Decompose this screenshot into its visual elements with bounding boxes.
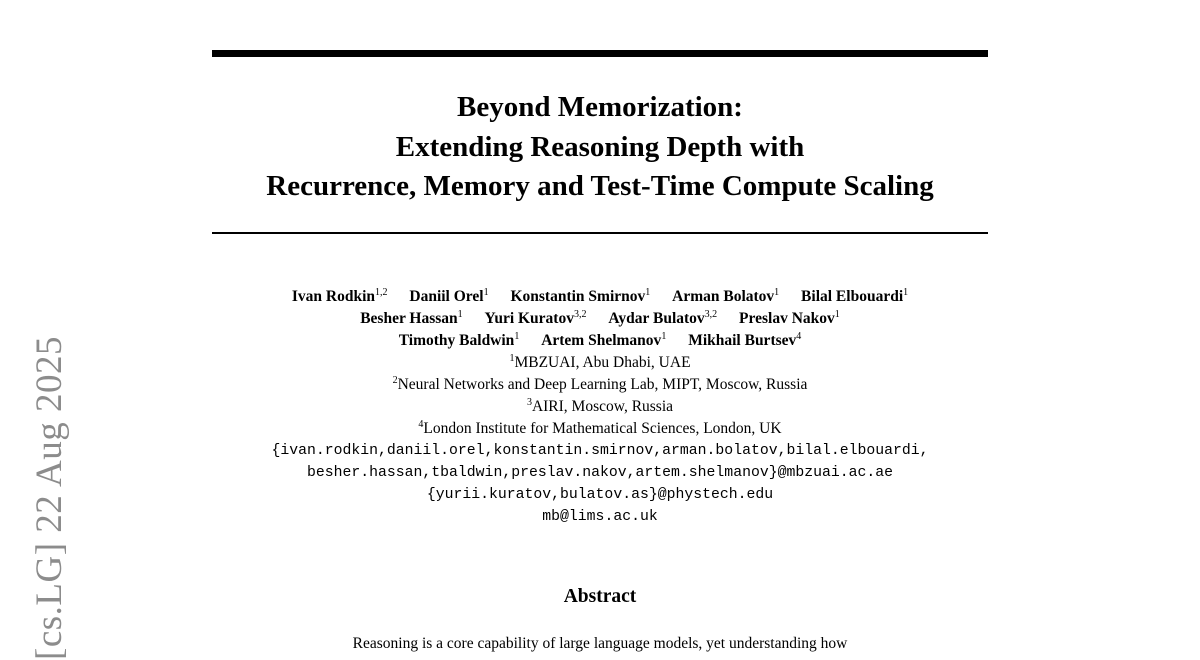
title-top-rule [212, 50, 988, 57]
email-line: {yurii.kuratov,bulatov.as}@phystech.edu [426, 487, 774, 503]
title-line: Recurrence, Memory and Test-Time Compute Scaling [266, 170, 934, 202]
affiliation-number: 2 [392, 375, 398, 386]
author [409, 288, 488, 305]
author [292, 288, 388, 305]
author-affiliation-mark: 1 [834, 309, 840, 320]
email-line: besher.hassan,tbaldwin,preslav.nakov,artem.shelmanov}@mbzuai.ac.ae [306, 465, 894, 481]
author-name: Preslav Nakov [739, 310, 835, 327]
author-affiliation-mark: 3,2 [573, 309, 587, 320]
email-line: {ivan.rodkin,daniil.orel,konstantin.smirnov,arman.bolatov,bilal.elbouardi, [271, 443, 929, 459]
author-affiliation-mark: 1 [514, 331, 520, 342]
author-affiliation-mark: 3,2 [704, 309, 718, 320]
author-name: Ivan Rodkin [291, 288, 375, 305]
author-line [100, 286, 1100, 308]
title-line: Extending Reasoning Depth with [395, 130, 805, 163]
title-bottom-rule [212, 232, 988, 234]
author-line [100, 308, 1100, 330]
author-name: Mikhail Burtsev [688, 332, 797, 349]
arxiv-stamp: [cs.LG] 22 Aug 2025 [29, 336, 70, 660]
affiliation-text: MBZUAI, Abu Dhabi, UAE [514, 354, 691, 371]
abstract-text: Reasoning is a core capability of large language models, yet understanding how [352, 635, 848, 652]
email-line: mb@lims.ac.uk [542, 509, 658, 525]
affiliation-number: 1 [509, 353, 515, 364]
author [672, 288, 779, 305]
affiliation-text: London Institute for Mathematical Sciences, London, UK [423, 420, 782, 437]
author-affiliation-mark: 1 [457, 309, 463, 320]
affiliation [100, 418, 1100, 440]
author-affiliation-mark: 1 [483, 287, 489, 298]
affiliation-text: AIRI, Moscow, Russia [531, 398, 674, 415]
author-name: Arman Bolatov [672, 288, 775, 305]
author-name: Aydar Bulatov [608, 310, 705, 327]
author-name: Konstantin Smirnov [510, 288, 646, 305]
paper-title [150, 88, 1050, 207]
title-line: Beyond Memorization: [457, 91, 743, 123]
author-line [100, 330, 1100, 352]
author [739, 310, 840, 327]
author [510, 288, 650, 305]
affiliation [100, 374, 1100, 396]
author-name: Yuri Kuratov [484, 310, 574, 327]
author [399, 332, 520, 349]
affiliation-number: 4 [418, 419, 424, 430]
affiliation-text: Neural Networks and Deep Learning Lab, MIPT, Moscow, Russia [397, 376, 808, 393]
author-affiliation-mark: 4 [796, 331, 802, 342]
affiliation-number: 3 [526, 397, 532, 408]
author-name: Besher Hassan [360, 310, 458, 327]
affiliation [100, 352, 1100, 374]
author [688, 332, 801, 349]
author-block [100, 286, 1100, 528]
author [485, 310, 587, 327]
author-name: Artem Shelmanov [541, 332, 662, 349]
author [801, 288, 908, 305]
author [608, 310, 717, 327]
author-affiliation-mark: 1,2 [375, 287, 388, 298]
author-name: Daniil Orel [409, 288, 484, 305]
author-name: Bilal Elbouardi [801, 288, 904, 305]
author-affiliation-mark: 1 [774, 287, 780, 298]
author-affiliation-mark: 1 [903, 287, 909, 298]
author [360, 310, 462, 327]
author-name: Timothy Baldwin [398, 332, 515, 349]
author [541, 332, 666, 349]
abstract-heading: Abstract [563, 586, 637, 607]
affiliation [100, 396, 1100, 418]
author-affiliation-mark: 1 [661, 331, 667, 342]
author-affiliation-mark: 1 [645, 287, 651, 298]
